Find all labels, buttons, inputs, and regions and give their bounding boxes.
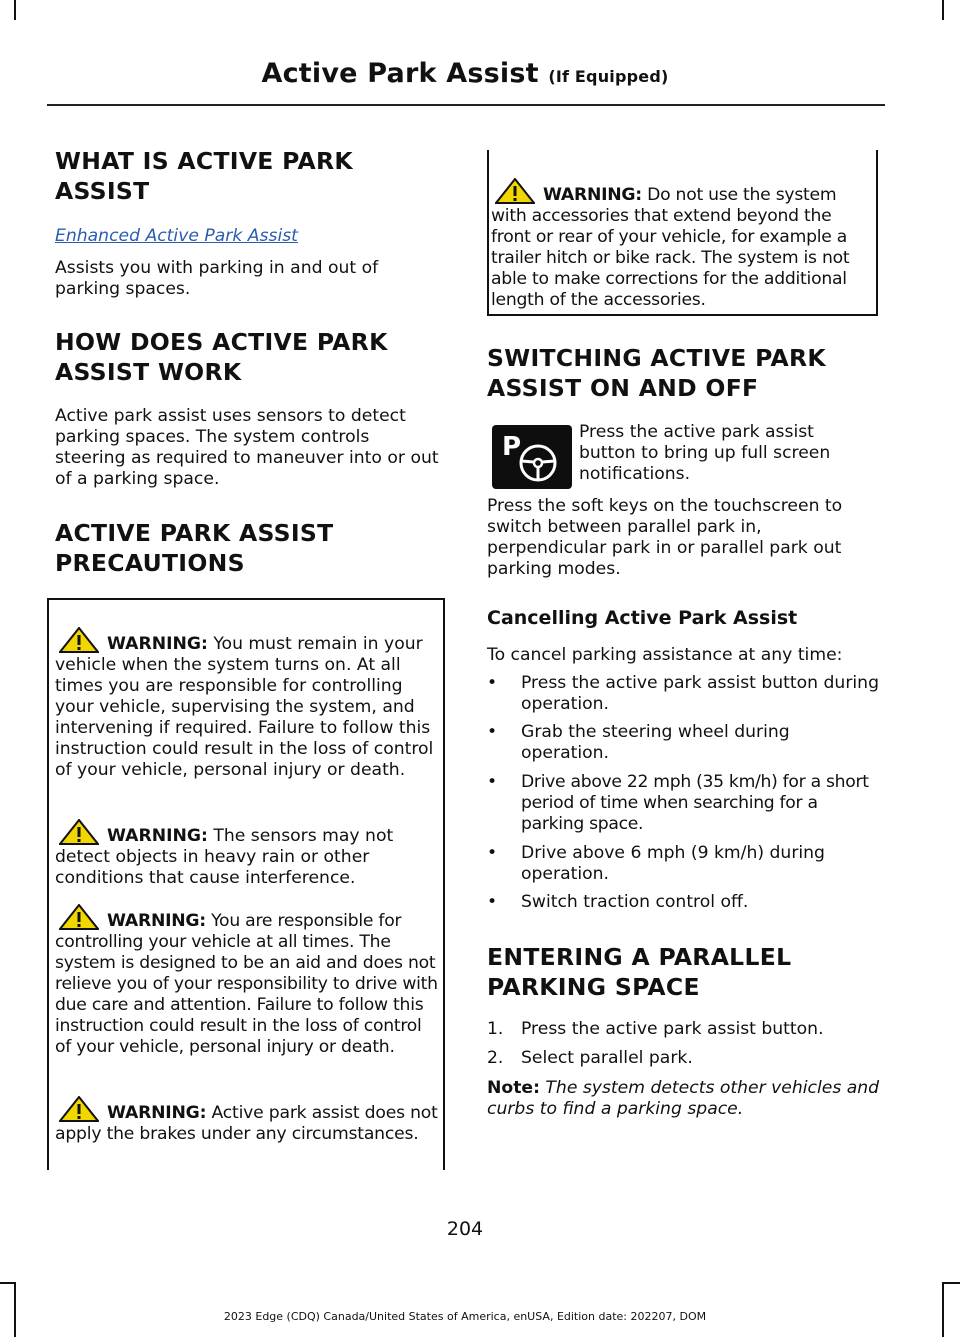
warning-icon [59, 1096, 99, 1122]
warning-accessories [491, 178, 874, 311]
heading-switching-line-1: SWITCHING ACTIVE PARK [487, 344, 826, 372]
list-item [487, 673, 880, 717]
warning-1-label: WARNING: [107, 634, 208, 654]
page-header-title [0, 58, 930, 89]
step-number: 2. [487, 1048, 504, 1068]
heading-cancelling: Cancelling Active Park Assist [487, 607, 798, 629]
heading-what-is [55, 146, 353, 206]
park-assist-icon-letter: P [502, 432, 522, 462]
note [487, 1078, 880, 1120]
crop-mark-bottom-right [942, 1282, 944, 1337]
step-number: 1. [487, 1019, 504, 1039]
bullet-text: Switch traction control off. [521, 892, 749, 912]
warning-2-text: The sensors may not detect objects in heavy rain or other conditions that cause interference. [55, 826, 394, 888]
header-title-text: Active Park Assist [261, 58, 539, 89]
enhanced-park-assist-link-row [55, 226, 445, 247]
crop-mark-bottom-left-h [0, 1282, 16, 1284]
icon-description: Press the active park assist button to bring up full screen notifications. [579, 422, 831, 484]
header-title-suffix: (If Equipped) [548, 67, 669, 86]
note-text: The system detects other vehicles and curbs to find a parking space. [487, 1078, 880, 1119]
bullet-text: Drive above 22 mph (35 km/h) for a short period of time when searching for a parking space. [521, 772, 869, 834]
warning-icon [495, 178, 535, 204]
heading-precautions [55, 518, 333, 578]
page-number: 204 [446, 1218, 484, 1240]
bullet-mark: • [487, 892, 498, 912]
warning-4-text: Active park assist does not apply the brakes under any circumstances. [55, 1103, 438, 1144]
heading-how-line-1: HOW DOES ACTIVE PARK [55, 328, 388, 356]
heading-entering-line-2: PARKING SPACE [487, 973, 700, 1001]
warning-accessories-text: Do not use the system with accessories that extend beyond the front or rear of your vehicle, for example a trailer hitch or bike rack. The system is not able to make corrections for the additional length of the accessories. [491, 185, 850, 310]
bullet-text: Press the active park assist button during operation. [521, 673, 879, 714]
park-assist-steering-icon [492, 425, 572, 489]
enhanced-park-assist-link[interactable]: Enhanced Active Park Assist [55, 226, 298, 246]
header-divider [47, 104, 885, 106]
what-description: Assists you with parking in and out of parking spaces. [55, 258, 379, 299]
step-item [487, 1048, 880, 1070]
bullet-text: Grab the steering wheel during operation. [521, 722, 790, 763]
warning-3 [55, 904, 438, 1058]
bullet-text: Drive above 6 mph (9 km/h) during operation. [521, 843, 825, 884]
warning-3-text: You are responsible for controlling your vehicle at all times. The system is designed to be an aid and does not relieve you of your responsibility to drive with due care and attention. Failure to follow this instruction could result in the loss of control of your vehicle, personal injury or death. [55, 911, 438, 1057]
list-item [487, 843, 880, 887]
warning-2 [55, 819, 438, 889]
step-text: Press the active park assist button. [521, 1019, 824, 1039]
how-description: Active park assist uses sensors to detect parking spaces. The system controls steering as required to maneuver into or out of a parking space. [55, 406, 439, 489]
warning-icon [59, 819, 99, 845]
bullet-mark: • [487, 673, 498, 693]
warning-1 [55, 627, 438, 781]
cancel-intro: To cancel parking assistance at any time: [487, 645, 843, 665]
heading-switching [487, 343, 826, 403]
heading-what-line-2: ASSIST [55, 177, 150, 205]
warning-icon [59, 627, 99, 653]
heading-how-line-2: ASSIST WORK [55, 358, 242, 386]
note-label: Note: [487, 1078, 540, 1098]
bullet-mark: • [487, 722, 498, 742]
warning-icon [59, 904, 99, 930]
warning-3-label: WARNING: [107, 911, 206, 931]
warning-accessories-label: WARNING: [543, 185, 642, 205]
warning-4-label: WARNING: [107, 1103, 207, 1123]
heading-how-does [55, 327, 388, 387]
crop-mark-top-left [14, 0, 16, 20]
bullet-mark: • [487, 843, 498, 863]
step-item [487, 1019, 880, 1041]
list-item [487, 772, 880, 838]
heading-switching-line-2: ASSIST ON AND OFF [487, 374, 759, 402]
bullet-mark: • [487, 772, 497, 792]
warning-4 [55, 1096, 438, 1145]
warning-2-label: WARNING: [107, 826, 208, 846]
crop-mark-bottom-right-h [942, 1282, 960, 1284]
heading-entering-line-1: ENTERING A PARALLEL [487, 943, 792, 971]
heading-entering [487, 942, 791, 1002]
heading-what-line-1: WHAT IS ACTIVE PARK [55, 147, 353, 175]
footer-edition: 2023 Edge (CDQ) Canada/United States of America, enUSA, Edition date: 202207, DOM [223, 1310, 707, 1323]
list-item [487, 892, 880, 914]
softkeys-description: Press the soft keys on the touchscreen to switch between parallel park in, perpendicular park in or parallel park out parking modes. [487, 496, 843, 579]
warning-1-text: You must remain in your vehicle when the system turns on. At all times you are responsible for controlling your vehicle, supervising the system, and intervening if required. Failure to follow this instruction could result in the loss of control of your vehicle, personal injury or death. [55, 634, 434, 780]
list-item [487, 722, 880, 766]
heading-precautions-line-2: PRECAUTIONS [55, 549, 245, 577]
step-text: Select parallel park. [521, 1048, 693, 1068]
crop-mark-top-right [942, 0, 944, 20]
heading-precautions-line-1: ACTIVE PARK ASSIST [55, 519, 334, 547]
park-assist-button-icon [492, 425, 572, 489]
